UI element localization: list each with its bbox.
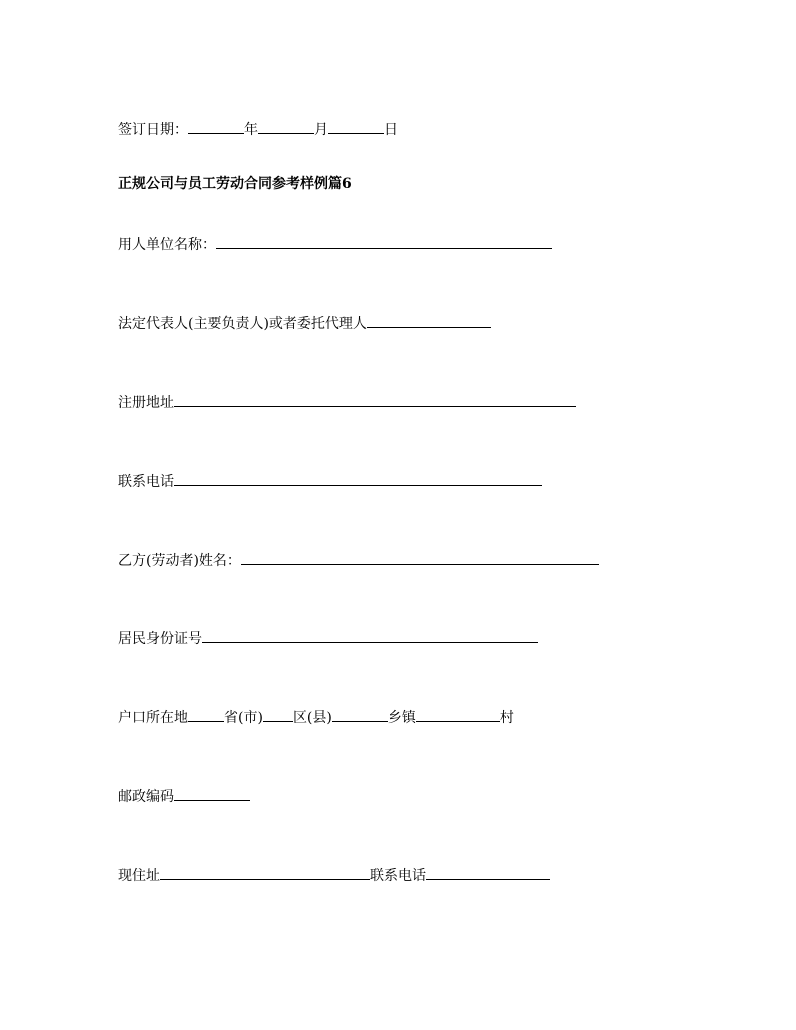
signing-day-blank[interactable] xyxy=(328,118,384,134)
contract-title: 正规公司与员工劳动合同参考样例篇6 xyxy=(118,176,352,192)
current-address-phone-label: 联系电话 xyxy=(370,868,426,884)
current-address-label: 现住址 xyxy=(118,868,160,884)
id-number-blank[interactable] xyxy=(202,627,538,643)
household-district-blank[interactable] xyxy=(263,706,293,722)
signing-year-label: 年 xyxy=(244,122,258,138)
household-district-label: 区(县) xyxy=(292,710,332,726)
id-number-label: 居民身份证号 xyxy=(118,631,202,647)
postal-code-blank[interactable] xyxy=(174,785,250,801)
postal-code-line xyxy=(118,785,250,807)
current-address-blank[interactable] xyxy=(160,864,370,880)
household-line xyxy=(118,706,514,728)
employee-name-blank[interactable] xyxy=(241,549,599,565)
current-address-phone-blank[interactable] xyxy=(426,864,550,880)
registered-address-blank[interactable] xyxy=(174,391,576,407)
household-province-label: 省(市) xyxy=(224,710,263,726)
signing-date-label: 签订日期： xyxy=(118,122,188,138)
signing-month-label: 月 xyxy=(314,122,328,138)
contact-phone-line xyxy=(118,470,542,492)
signing-date-line xyxy=(118,118,398,140)
household-town-blank[interactable] xyxy=(332,706,388,722)
legal-representative-line xyxy=(118,312,491,334)
household-village-label: 村 xyxy=(499,710,514,726)
id-number-line xyxy=(118,627,538,649)
registered-address-label: 注册地址 xyxy=(118,395,174,411)
household-town-label: 乡镇 xyxy=(387,710,416,726)
signing-month-blank[interactable] xyxy=(258,118,314,134)
postal-code-label: 邮政编码 xyxy=(118,789,174,805)
contact-phone-label: 联系电话 xyxy=(118,474,174,490)
household-village-blank[interactable] xyxy=(416,706,500,722)
contact-phone-blank[interactable] xyxy=(174,470,542,486)
current-address-line xyxy=(118,864,550,886)
employee-name-label: 乙方(劳动者)姓名： xyxy=(118,553,241,569)
signing-day-label: 日 xyxy=(384,122,398,138)
signing-year-blank[interactable] xyxy=(188,118,244,134)
legal-representative-label: 法定代表人(主要负责人)或者委托代理人 xyxy=(118,316,367,332)
legal-representative-blank[interactable] xyxy=(367,312,491,328)
employer-name-line xyxy=(118,233,552,255)
employer-name-label: 用人单位名称： xyxy=(118,237,216,253)
employer-name-blank[interactable] xyxy=(216,233,552,249)
household-province-blank[interactable] xyxy=(188,706,224,722)
employee-name-line xyxy=(118,549,599,571)
registered-address-line xyxy=(118,391,576,413)
household-label: 户口所在地 xyxy=(118,710,188,726)
